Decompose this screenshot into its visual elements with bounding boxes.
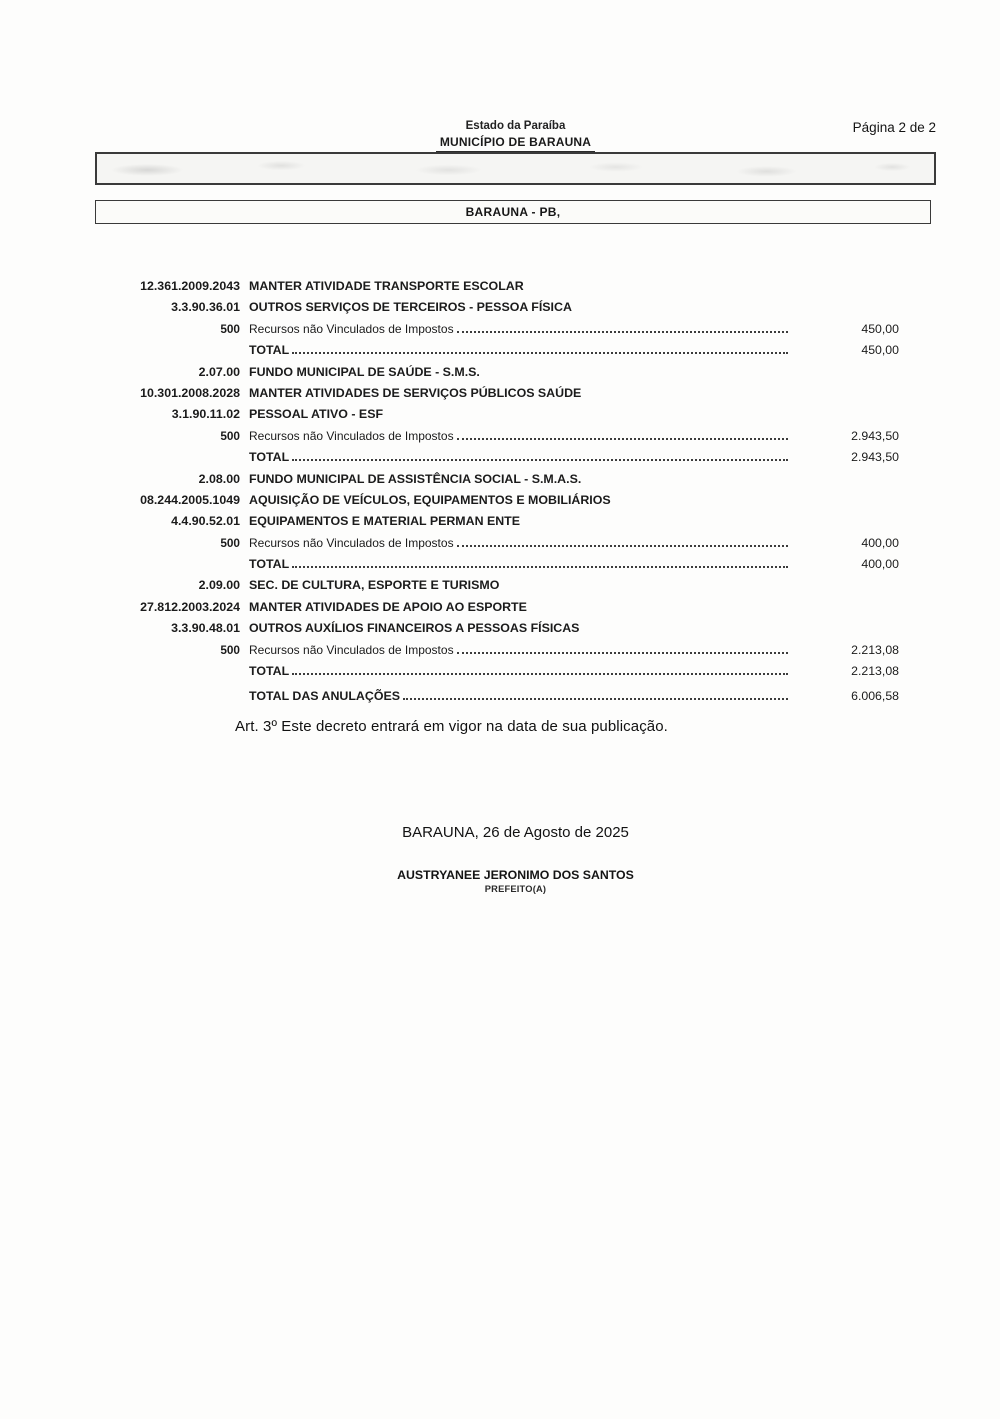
line-description: OUTROS SERVIÇOS DE TERCEIROS - PESSOA FÍSICA [249,300,572,315]
line-code: 500 [220,642,240,657]
line-description: TOTAL [249,557,290,572]
line-value: 2.213,08 [851,642,899,657]
budget-line [95,686,936,707]
line-description: TOTAL DAS ANULAÇÕES [249,689,400,704]
line-description: OUTROS AUXÍLIOS FINANCEIROS A PESSOAS FÍSICAS [249,621,580,636]
line-value: 6.006,58 [851,689,899,704]
dotted-leader [457,545,788,547]
line-code: 500 [220,428,240,443]
signature-name: AUSTRYANEE JERONIMO DOS SANTOS [397,868,634,882]
budget-line [95,469,936,490]
state-name: Estado da Paraíba [465,120,566,132]
line-description: AQUISIÇÃO DE VEÍCULOS, EQUIPAMENTOS E MOBILIÁRIOS [249,492,611,507]
budget-line [95,447,936,468]
line-value: 2.943,50 [851,428,899,443]
budget-line [95,640,936,661]
line-code: 3.3.90.48.01 [171,621,240,636]
line-value: 450,00 [861,343,899,358]
budget-line [95,661,936,682]
budget-lines [95,276,936,708]
dotted-leader [292,673,788,675]
line-description: PESSOAL ATIVO - ESF [249,407,384,422]
line-value: 400,00 [861,557,899,572]
line-value: 2.943,50 [851,450,899,465]
line-description: FUNDO MUNICIPAL DE SAÚDE - S.M.S. [249,364,480,379]
dotted-leader [457,331,788,333]
budget-line [95,533,936,554]
budget-line [95,340,936,361]
budget-line [95,297,936,318]
title-box-label: BARAUNA - PB, [465,205,561,219]
line-code: 3.1.90.11.02 [171,407,240,422]
line-code: 2.08.00 [198,471,240,486]
line-code: 2.09.00 [198,578,240,593]
line-code: 2.07.00 [198,364,240,379]
municipality-name: MUNICÍPIO DE BARAUNA [436,136,595,152]
line-description: Recursos não Vinculados de Impostos [249,642,454,657]
article-text: Art. 3º Este decreto entrará em vigor na data de sua publicação. [235,718,668,735]
title-box [95,200,931,224]
line-description: FUNDO MUNICIPAL DE ASSISTÊNCIA SOCIAL - S.M.A.S. [249,471,582,486]
budget-line [95,362,936,383]
budget-line [95,383,936,404]
dotted-leader [292,566,788,568]
dotted-leader [292,352,788,354]
budget-line [95,426,936,447]
dotted-leader [403,698,788,700]
dotted-leader [457,652,788,654]
budget-line [95,276,936,297]
line-value: 450,00 [861,321,899,336]
line-description: MANTER ATIVIDADE TRANSPORTE ESCOLAR [249,279,524,293]
dateline: BARAUNA, 26 de Agosto de 2025 [402,824,629,841]
page-header [95,120,936,152]
budget-line [95,404,936,425]
line-description: EQUIPAMENTOS E MATERIAL PERMAN ENTE [249,514,521,529]
line-description: TOTAL [249,450,290,465]
page-number-label: Página 2 de 2 [852,120,936,135]
scanned-header-box [95,152,936,185]
line-description: SEC. DE CULTURA, ESPORTE E TURISMO [249,578,500,593]
line-code: 500 [220,321,240,336]
budget-line [95,490,936,511]
line-code: 12.361.2009.2043 [140,279,240,293]
line-description: TOTAL [249,664,290,679]
line-description: MANTER ATIVIDADES DE APOIO AO ESPORTE [249,599,527,614]
budget-line [95,618,936,639]
line-description: MANTER ATIVIDADES DE SERVIÇOS PÚBLICOS SAÚDE [249,385,582,400]
line-code: 4.4.90.52.01 [171,514,240,529]
line-value: 2.213,08 [851,664,899,679]
line-code: 10.301.2008.2028 [140,385,240,400]
budget-line [95,597,936,618]
line-description: Recursos não Vinculados de Impostos [249,428,454,443]
dotted-leader [457,438,788,440]
line-code: 08.244.2005.1049 [140,492,240,507]
budget-line [95,575,936,596]
line-code: 3.3.90.36.01 [171,300,240,315]
signature-title: PREFEITO(A) [484,884,547,894]
line-description: Recursos não Vinculados de Impostos [249,321,454,336]
dotted-leader [292,459,788,461]
line-code: 500 [220,535,240,550]
line-description: TOTAL [249,343,290,358]
line-value: 400,00 [861,535,899,550]
line-description: Recursos não Vinculados de Impostos [249,535,454,550]
line-code: 27.812.2003.2024 [140,599,240,614]
budget-line [95,511,936,532]
budget-line [95,554,936,575]
budget-line [95,319,936,340]
